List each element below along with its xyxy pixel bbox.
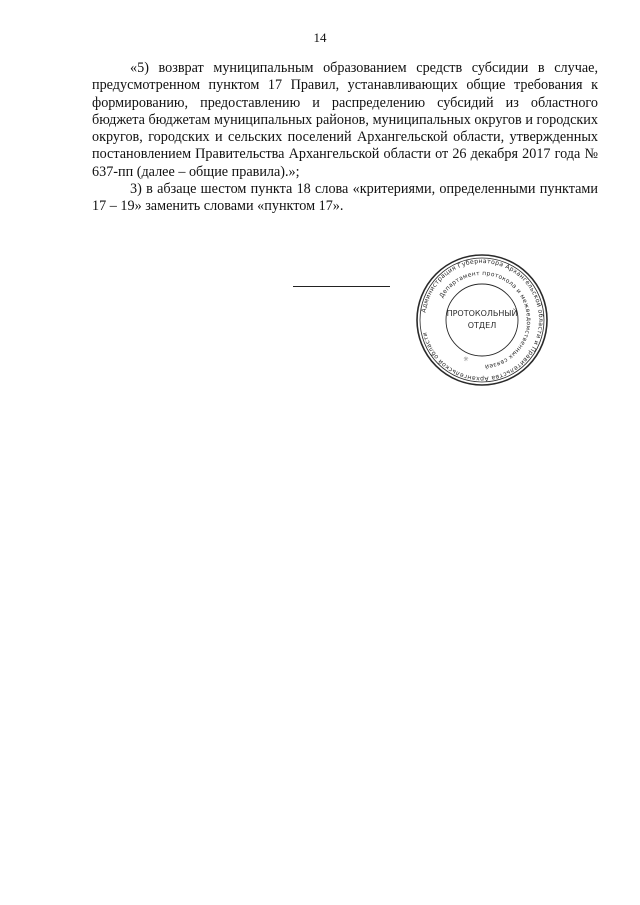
stamp-inner-ring-text: Департамент протокола и межведомственных связей — [438, 269, 533, 370]
stamp-center-line-1: ПРОТОКОЛЬНЫЙ — [446, 309, 518, 318]
stamp-outer-ring-text: Администрация Губернатора Архангельской области и Правительства Архангельской области — [420, 257, 545, 383]
stamp-center-border — [446, 284, 518, 356]
paragraph-subsidy-return: «5) возврат муниципальным образованием средств субсидии в случае, предусмотренном пунктом 17 Правил, устанавливающих общие требования к формированию, предоставлению и распределению субсидий из областного бюджета бюджетам муниципальных районов, муниципальных округов и городских округов, городских и сельских поселений Архангельской области, утвержденных постановлением Правительства Архангельской области от 26 декабря 2017 года № 637-пп (далее – общие правила).»; — [92, 60, 598, 180]
stamp-seal-graphic — [414, 252, 550, 388]
signature-line — [293, 286, 390, 287]
page-number: 14 — [313, 30, 327, 45]
stamp-center-line-2: ОТДЕЛ — [467, 321, 497, 330]
paragraph-amendment-point-18: 3) в абзаце шестом пункта 18 слова «критериями, определенными пунктами 17 – 19» заменить словами «пунктом 17». — [92, 181, 598, 215]
official-stamp — [414, 252, 550, 388]
stamp-emblem-icon: ☼ — [463, 356, 469, 363]
document-body — [92, 60, 598, 216]
